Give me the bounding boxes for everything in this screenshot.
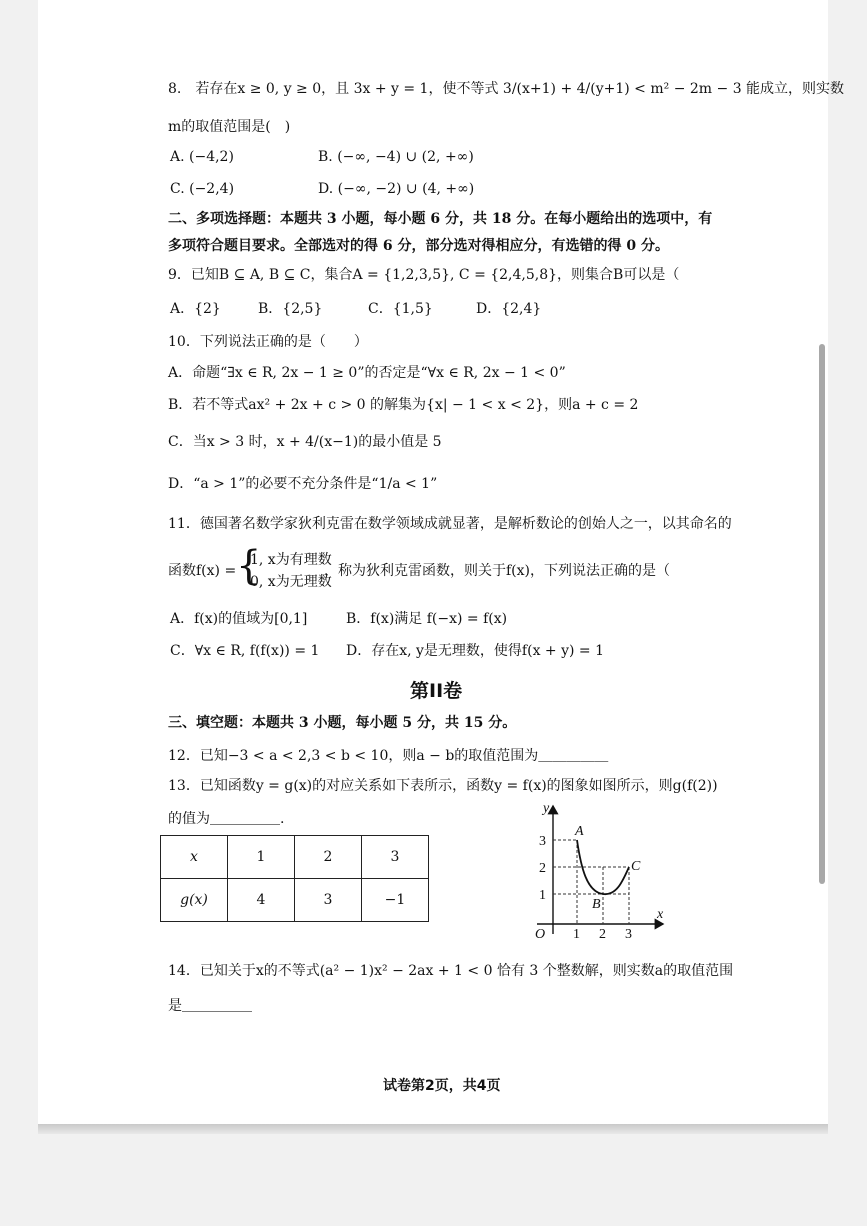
table-cell-g2: 3	[295, 879, 362, 922]
table-header-x: x	[161, 836, 228, 879]
q14-stem-line1: 14．已知关于x的不等式(a² − 1)x² − 2ax + 1 < 0 恰有 3 个整数解，则实数a的取值范围	[168, 963, 734, 979]
part2-title: 第II卷	[410, 680, 463, 702]
q10-stem: 10．下列说法正确的是（ ）	[168, 334, 368, 350]
table-header-2: 2	[295, 836, 362, 879]
y-tick-1: 1	[539, 888, 546, 903]
q10-option-d: D．“a > 1”的必要不充分条件是“1/a < 1”	[168, 476, 438, 492]
q9-stem: 9．已知B ⊆ A, B ⊆ C，集合A = {1,2,3,5}, C = {2,4,5,8}，则集合B可以是（	[168, 267, 680, 283]
q11-option-c: C．∀x ∈ R, f(f(x)) = 1	[170, 643, 320, 659]
q8-option-d: D. (−∞, −2) ∪ (4, +∞)	[318, 181, 475, 197]
table-row	[161, 879, 429, 922]
page-bottom-edge	[38, 1124, 828, 1134]
page-footer: 试卷第2页，共4页	[383, 1078, 501, 1094]
q14-stem-line2: 是＿＿＿＿＿	[168, 998, 252, 1014]
point-a-label: A	[575, 824, 584, 839]
q13-stem-line1: 13．已知函数y = g(x)的对应关系如下表所示，函数y = f(x)的图象如图所示，则g(f(2))	[168, 778, 718, 794]
function-graph	[515, 800, 675, 940]
q9-option-d: D．{2,4}	[476, 301, 542, 317]
table-header-1: 1	[228, 836, 295, 879]
q8-option-c: C. (−2,4)	[170, 181, 235, 197]
table-row	[161, 836, 429, 879]
q9-option-b: B．{2,5}	[258, 301, 323, 317]
g-value-table	[160, 835, 429, 922]
table-cell-g1: 4	[228, 879, 295, 922]
origin-label: O	[535, 927, 546, 940]
q9-option-c: C．{1,5}	[368, 301, 433, 317]
y-tick-2: 2	[539, 861, 546, 876]
q11-case-rational: 1, x为有理数	[250, 552, 332, 568]
q11-stem-line1: 11．德国著名数学家狄利克雷在数学领域成就显著，是解析数论的创始人之一，以其命名的	[168, 516, 732, 532]
q10-option-c: C．当x > 3 时，x + 4/(x−1)的最小值是 5	[168, 434, 442, 450]
table-cell-g3: −1	[362, 879, 429, 922]
q10-option-a: A．命题“∃x ∈ R, 2x − 1 ≥ 0”的否定是“∀x ∈ R, 2x − 1 < 0”	[168, 365, 566, 381]
vertical-scrollbar[interactable]	[819, 344, 825, 884]
section2-heading-line1: 二、多项选择题：本题共 3 小题，每小题 6 分，共 18 分。在每小题给出的选项中，有	[168, 211, 713, 227]
q8-option-a: A. (−4,2)	[170, 149, 234, 165]
q9-option-a: A．{2}	[170, 301, 221, 317]
table-header-3: 3	[362, 836, 429, 879]
point-c-label: C	[631, 859, 641, 874]
y-tick-3: 3	[539, 834, 546, 849]
section2-heading-line2: 多项符合题目要求。全部选对的得 6 分，部分选对得相应分，有选错的得 0 分。	[168, 238, 669, 254]
q11-option-d: D．存在x, y是无理数，使得f(x + y) = 1	[346, 643, 605, 659]
q11-option-a: A．f(x)的值域为[0,1]	[170, 611, 308, 627]
y-axis-label: y	[543, 801, 550, 816]
q8-stem-line2: m的取值范围是( )	[168, 119, 291, 135]
x-axis-label: x	[657, 907, 664, 922]
q11-option-b: B．f(x)满足 f(−x) = f(x)	[346, 611, 508, 627]
q10-option-b: B．若不等式ax² + 2x + c > 0 的解集为{x| − 1 < x < 2}，则a + c = 2	[168, 397, 639, 413]
q11-case-irrational: 0, x为无理数	[250, 574, 332, 590]
point-b-label: B	[592, 897, 601, 912]
section3-heading: 三、填空题：本题共 3 小题，每小题 5 分，共 15 分。	[168, 715, 517, 731]
x-tick-3: 3	[625, 927, 632, 940]
q11-stem-suffix: ，称为狄利克雷函数，则关于f(x)，下列说法正确的是（	[324, 563, 670, 579]
x-tick-1: 1	[573, 927, 580, 940]
q11-case-brace: {	[236, 543, 262, 589]
q11-function-label: 函数f(x) =	[168, 563, 237, 579]
q12-stem: 12．已知−3 < a < 2,3 < b < 10，则a − b的取值范围为＿＿＿＿＿	[168, 748, 609, 764]
q13-stem-line2: 的值为＿＿＿＿＿.	[168, 811, 285, 827]
x-tick-2: 2	[599, 927, 606, 940]
guide-lines	[553, 840, 629, 924]
q8-option-b: B. (−∞, −4) ∪ (2, +∞)	[318, 149, 474, 165]
q8-stem-line1: 8. 若存在x ≥ 0, y ≥ 0，且 3x + y = 1，使不等式 3/(x+1) + 4/(y+1) < m² − 2m − 3 能成立，则实数	[168, 81, 845, 97]
table-cell-gx: g(x)	[161, 879, 228, 922]
